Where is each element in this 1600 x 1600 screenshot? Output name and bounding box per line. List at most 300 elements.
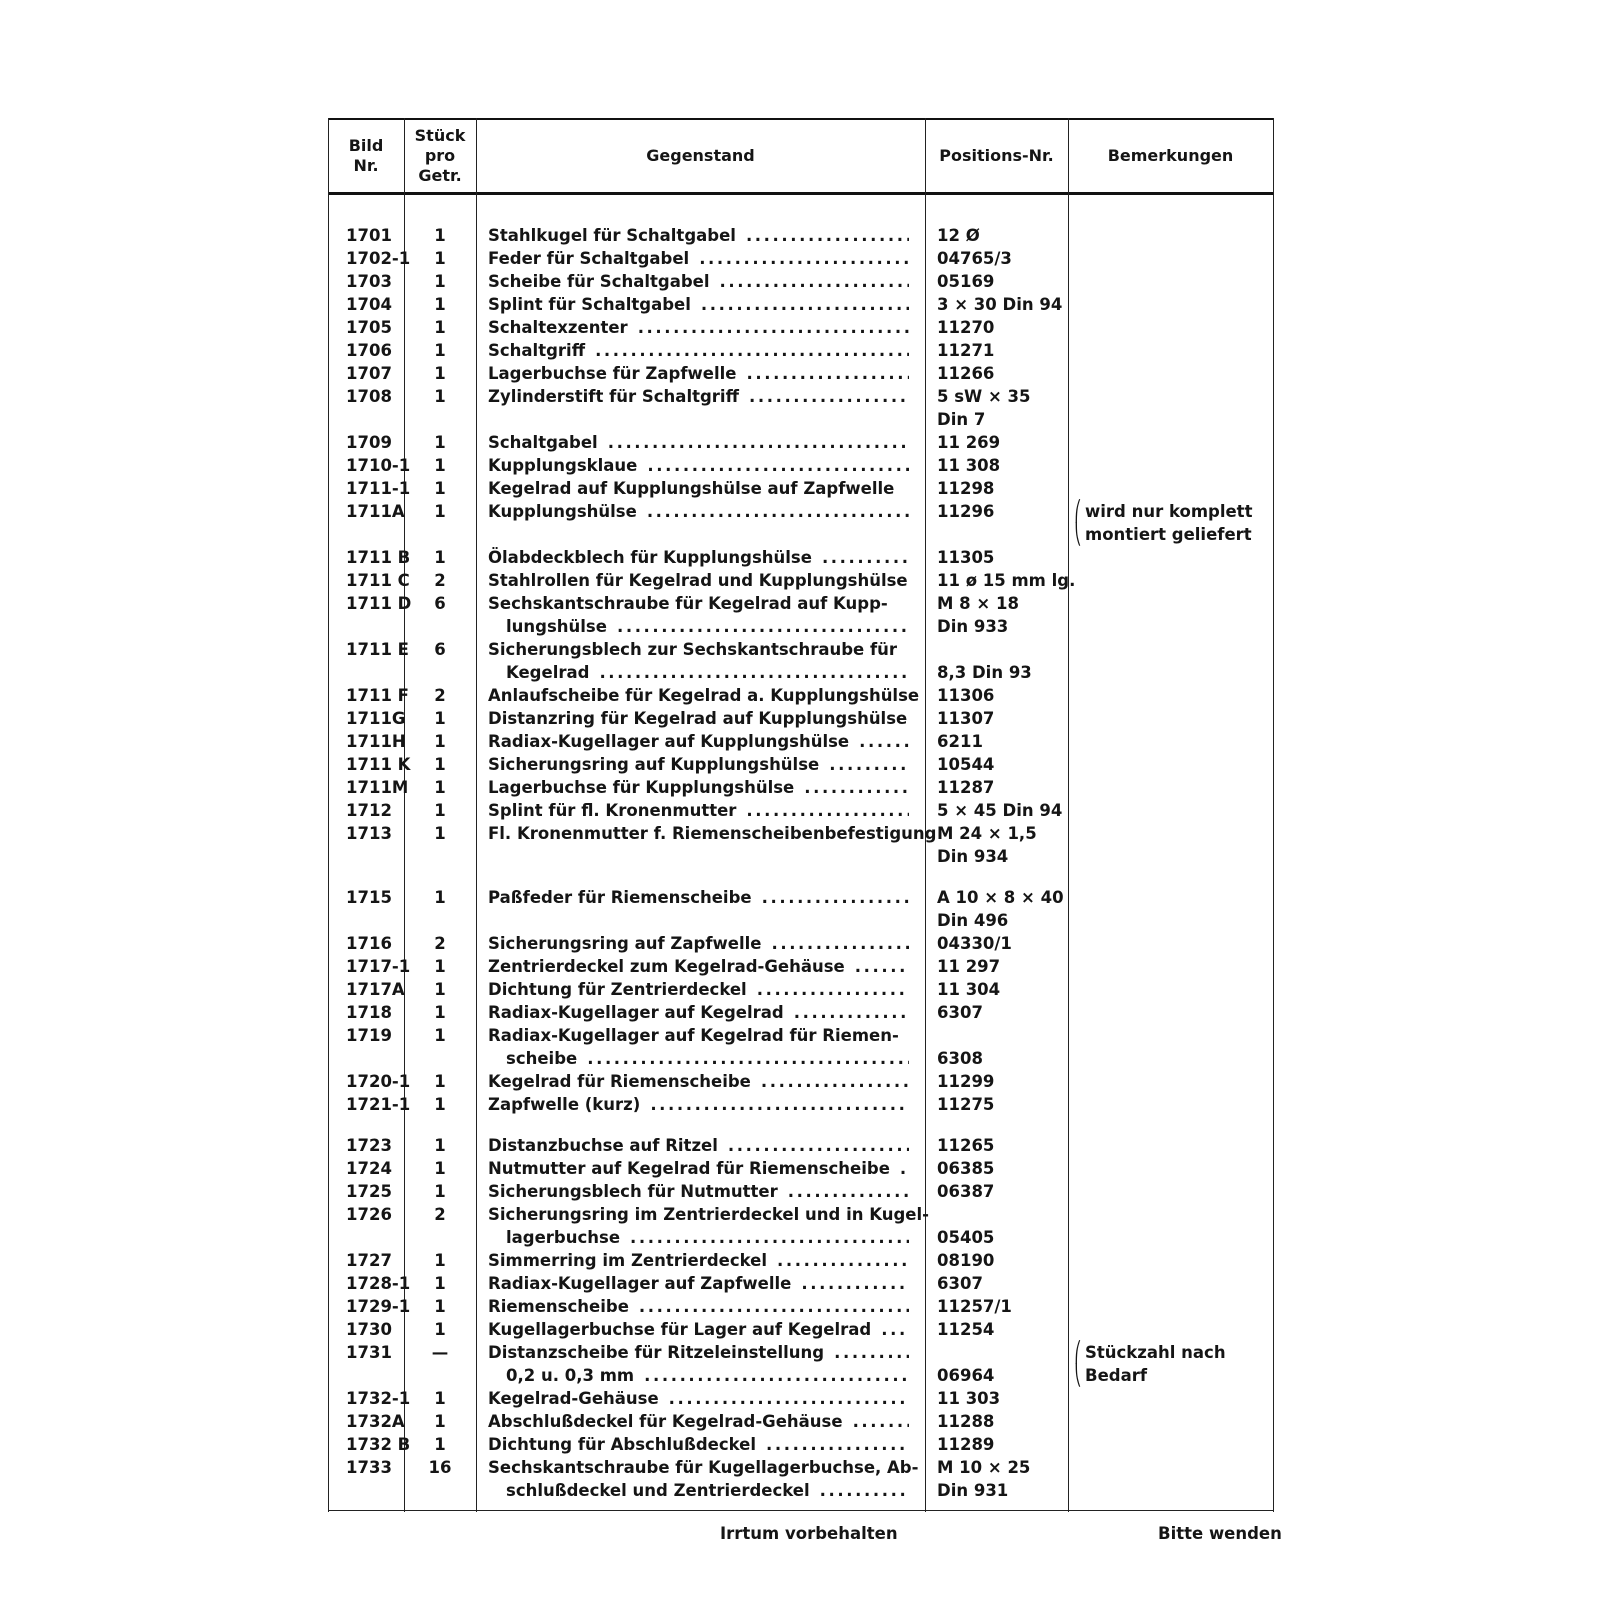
position-line: 11289: [937, 1435, 995, 1454]
cell-positions-nr: [937, 1318, 1075, 1341]
item-description: Kupplungshülse: [488, 502, 637, 521]
cell-gegenstand: [488, 1249, 909, 1272]
table-row: [328, 592, 1274, 638]
cell-gegenstand: [488, 638, 909, 684]
position-line: [937, 638, 1075, 661]
item-description: Sicherungsring auf Kupplungshülse: [488, 755, 820, 774]
cell-positions-nr: [937, 978, 1075, 1001]
item-description: Splint für Schaltgabel: [488, 295, 691, 314]
cell-stueck: 1: [434, 1026, 446, 1045]
cell-positions-nr: [937, 385, 1075, 431]
item-description: Distanzring für Kegelrad auf Kupplungshülse: [488, 709, 908, 728]
cell-gegenstand: [488, 1157, 909, 1180]
cell-stueck: 1: [434, 1412, 446, 1431]
cell-stueck: 1: [434, 272, 446, 291]
cell-stueck: 1: [434, 778, 446, 797]
cell-bild-nr: 1712: [346, 801, 392, 820]
cell-positions-nr: [937, 707, 1075, 730]
item-description: Distanzscheibe für Ritzeleinstellung: [488, 1343, 825, 1362]
cell-stueck: 1: [434, 1251, 446, 1270]
position-line: 5 × 45 Din 94: [937, 801, 1063, 820]
table-row: [328, 1180, 1274, 1203]
position-line: [937, 1024, 1075, 1047]
item-description: Zentrierdeckel zum Kegelrad-Gehäuse: [488, 957, 845, 976]
table-row: [328, 1249, 1274, 1272]
leader-dots: [859, 730, 909, 753]
item-description: Stahlrollen für Kegelrad und Kupplungshülse: [488, 571, 908, 590]
item-description: Zylinderstift für Schaltgriff: [488, 387, 739, 406]
item-description: Kegelrad: [506, 663, 590, 682]
leader-dots: [650, 1093, 909, 1116]
cell-bild-nr: 1705: [346, 318, 392, 337]
table-row: [328, 454, 1274, 477]
cell-positions-nr: [937, 569, 1075, 592]
cell-stueck: 2: [434, 571, 446, 590]
cell-gegenstand: [488, 293, 909, 316]
brace-mark: ⎛: [1074, 1340, 1082, 1364]
cell-stueck: 1: [434, 1072, 446, 1091]
cell-positions-nr: [937, 1024, 1075, 1070]
footer-turn-page: Bitte wenden: [1158, 1524, 1282, 1543]
position-line: 11288: [937, 1412, 995, 1431]
cell-stueck: 1: [434, 295, 446, 314]
position-line: M 8 × 18: [937, 594, 1019, 613]
cell-gegenstand: [488, 454, 909, 477]
item-description: Schaltgriff: [488, 341, 586, 360]
cell-stueck: 1: [434, 1320, 446, 1339]
cell-bild-nr: 1711 C: [346, 571, 410, 590]
cell-bild-nr: 1711 K: [346, 755, 411, 774]
cell-bild-nr: 1731: [346, 1343, 392, 1362]
item-description: Kegelrad auf Kupplungshülse auf Zapfwelle: [488, 479, 895, 498]
cell-gegenstand: [488, 822, 937, 845]
leader-dots: [720, 270, 909, 293]
cell-bild-nr: 1711 F: [346, 686, 409, 705]
cell-bild-nr: 1711A: [346, 502, 405, 521]
cell-stueck: 1: [434, 364, 446, 383]
position-line: 04330/1: [937, 934, 1012, 953]
header-gegenstand: Gegenstand: [646, 146, 755, 165]
cell-gegenstand: [488, 1387, 909, 1410]
item-description: Paßfeder für Riemenscheibe: [488, 888, 752, 907]
cell-gegenstand: [488, 955, 909, 978]
cell-positions-nr: [937, 932, 1075, 955]
cell-gegenstand: [488, 707, 909, 730]
cell-bild-nr: 1704: [346, 295, 392, 314]
leader-dots: [855, 955, 909, 978]
cell-gegenstand: [488, 316, 909, 339]
cell-bild-nr: 1715: [346, 888, 392, 907]
table-row: [328, 955, 1274, 978]
cell-gegenstand: [488, 1134, 909, 1157]
table-row: [328, 684, 1274, 707]
position-line: 04765/3: [937, 249, 1012, 268]
table-row: [328, 1433, 1274, 1456]
cell-gegenstand: [488, 247, 909, 270]
table-row: [328, 316, 1274, 339]
cell-positions-nr: [937, 477, 1075, 500]
cell-gegenstand: [488, 1456, 919, 1502]
cell-gegenstand: [488, 569, 909, 592]
cell-positions-nr: [937, 339, 1075, 362]
cell-bild-nr: 1732 B: [346, 1435, 411, 1454]
item-description: Dichtung für Abschlußdeckel: [488, 1435, 756, 1454]
remark-text: wird nur komplett: [1085, 502, 1253, 521]
item-description: 0,2 u. 0,3 mm: [506, 1366, 635, 1385]
cell-bild-nr: 1710-1: [346, 456, 411, 475]
cell-gegenstand: [488, 932, 909, 955]
table-row: [328, 1134, 1274, 1157]
cell-gegenstand: [488, 753, 909, 776]
item-description: Sicherungsring im Zentrierdeckel und in Kugel-: [488, 1205, 929, 1224]
item-description: Radiax-Kugellager auf Kegelrad für Riemen-: [488, 1026, 899, 1045]
position-line: 11254: [937, 1320, 995, 1339]
table-row: [328, 1093, 1274, 1116]
cell-bild-nr: 1706: [346, 341, 392, 360]
table-row: [328, 1070, 1274, 1093]
item-description: Ölabdeckblech für Kupplungshülse: [488, 548, 812, 567]
cell-positions-nr: [937, 1157, 1075, 1180]
cell-stueck: 1: [434, 1435, 446, 1454]
table-row: [328, 1295, 1274, 1318]
position-line: 11 308: [937, 456, 1001, 475]
cell-bild-nr: 1724: [346, 1159, 392, 1178]
cell-stueck: 1: [434, 1095, 446, 1114]
cell-bild-nr: 1725: [346, 1182, 392, 1201]
leader-dots: [853, 1410, 909, 1433]
position-line: 11 297: [937, 957, 1001, 976]
cell-positions-nr: [937, 822, 1075, 868]
cell-gegenstand: [488, 1001, 909, 1024]
item-description: Kugellagerbuchse für Lager auf Kegelrad: [488, 1320, 872, 1339]
cell-stueck: 16: [428, 1458, 452, 1477]
table-row: [328, 1024, 1274, 1070]
cell-positions-nr: [937, 224, 1075, 247]
cell-gegenstand: [488, 385, 909, 408]
leader-dots: [647, 454, 909, 477]
cell-gegenstand: [488, 477, 909, 500]
position-line: Din 7: [937, 410, 986, 429]
position-line: [937, 1203, 1075, 1226]
cell-positions-nr: [937, 1433, 1075, 1456]
table-row: [328, 776, 1274, 799]
cell-bild-nr: 1711G: [346, 709, 406, 728]
cell-bild-nr: 1717A: [346, 980, 405, 999]
position-line: 11299: [937, 1072, 995, 1091]
position-line: 10544: [937, 755, 995, 774]
cell-stueck: 6: [434, 594, 446, 613]
cell-bild-nr: 1732-1: [346, 1389, 411, 1408]
cell-positions-nr: [937, 293, 1075, 316]
remark-text: montiert geliefert: [1085, 525, 1252, 544]
cell-stueck: 1: [434, 249, 446, 268]
cell-bemerkungen: [1073, 1341, 1273, 1387]
cell-stueck: 1: [434, 1274, 446, 1293]
leader-dots: [587, 1047, 909, 1070]
item-description: Simmerring im Zentrierdeckel: [488, 1251, 768, 1270]
cell-positions-nr: [937, 1203, 1075, 1249]
cell-gegenstand: [488, 776, 909, 799]
cell-positions-nr: [937, 753, 1075, 776]
table-row: [328, 886, 1274, 932]
cell-bild-nr: 1711H: [346, 732, 406, 751]
item-description: Zapfwelle (kurz): [488, 1095, 641, 1114]
cell-gegenstand: [488, 224, 909, 247]
position-line: 11306: [937, 686, 995, 705]
cell-bild-nr: 1729-1: [346, 1297, 411, 1316]
brace-mark: ⎛: [1074, 499, 1082, 523]
position-line: 6307: [937, 1274, 983, 1293]
position-line: A 10 × 8 × 40: [937, 888, 1064, 907]
table-row: [328, 799, 1274, 822]
item-description: Splint für fl. Kronenmutter: [488, 801, 737, 820]
cell-gegenstand: [488, 1272, 909, 1295]
position-line: 12 Ø: [937, 226, 980, 245]
table-row: [328, 730, 1274, 753]
cell-bild-nr: 1726: [346, 1205, 392, 1224]
leader-dots: [639, 1295, 909, 1318]
item-description: Abschlußdeckel für Kegelrad-Gehäuse: [488, 1412, 843, 1431]
cell-positions-nr: [937, 1387, 1075, 1410]
item-description: Radiax-Kugellager auf Kegelrad: [488, 1003, 784, 1022]
header-bild: Bild Nr.: [348, 136, 384, 175]
footer-disclaimer: Irrtum vorbehalten: [720, 1524, 898, 1543]
table-bottom-rule: [328, 1510, 1274, 1511]
cell-positions-nr: [937, 500, 1075, 523]
table-row: [328, 753, 1274, 776]
cell-stueck: 1: [434, 341, 446, 360]
position-line: Din 934: [937, 847, 1009, 866]
cell-bild-nr: 1702-1: [346, 249, 411, 268]
cell-gegenstand: [488, 270, 909, 293]
leader-dots: [766, 1433, 909, 1456]
cell-stueck: 1: [434, 502, 446, 521]
item-description: Distanzbuchse auf Ritzel: [488, 1136, 718, 1155]
leader-dots: [900, 1157, 909, 1180]
cell-stueck: 1: [434, 433, 446, 452]
table-row: [328, 978, 1274, 1001]
cell-bild-nr: 1713: [346, 824, 392, 843]
cell-gegenstand: [488, 684, 920, 707]
cell-positions-nr: [937, 1001, 1075, 1024]
leader-dots: [757, 978, 909, 1001]
cell-stueck: 1: [434, 1389, 446, 1408]
cell-stueck: 2: [434, 686, 446, 705]
table-row: [328, 477, 1274, 500]
item-description: Sicherungsblech für Nutmutter: [488, 1182, 778, 1201]
cell-stueck: 1: [434, 1297, 446, 1316]
cell-bild-nr: 1709: [346, 433, 392, 452]
position-line: [937, 1341, 1075, 1364]
cell-positions-nr: [937, 1272, 1075, 1295]
table-row: [328, 431, 1274, 454]
table-row: [328, 270, 1274, 293]
leader-dots: [701, 293, 909, 316]
cell-gegenstand: [488, 730, 909, 753]
table-row: [328, 1272, 1274, 1295]
position-line: M 24 × 1,5: [937, 824, 1037, 843]
cell-positions-nr: [937, 431, 1075, 454]
cell-positions-nr: [937, 1456, 1075, 1502]
table-row: [328, 1001, 1274, 1024]
cell-gegenstand: [488, 1295, 909, 1318]
cell-positions-nr: [937, 1249, 1075, 1272]
table-row: [328, 1456, 1274, 1502]
leader-dots: [746, 224, 909, 247]
cell-stueck: 1: [434, 548, 446, 567]
cell-positions-nr: [937, 1070, 1075, 1093]
item-description: Lagerbuchse für Zapfwelle: [488, 364, 737, 383]
leader-dots: [881, 1318, 909, 1341]
cell-stueck: 1: [434, 226, 446, 245]
leader-dots: [761, 1070, 909, 1093]
cell-gegenstand: [488, 1024, 909, 1070]
cell-positions-nr: [937, 247, 1075, 270]
leader-dots: [749, 385, 909, 408]
item-description: lagerbuchse: [506, 1228, 621, 1247]
leader-dots: [599, 661, 909, 684]
cell-gegenstand: [488, 886, 909, 909]
position-line: 11 303: [937, 1389, 1001, 1408]
item-description: Anlaufscheibe für Kegelrad a. Kupplungshülse: [488, 686, 920, 705]
cell-stueck: 2: [434, 1205, 446, 1224]
item-description: Kegelrad-Gehäuse: [488, 1389, 659, 1408]
position-line: 11257/1: [937, 1297, 1012, 1316]
table-row: [328, 569, 1274, 592]
position-line: 11305: [937, 548, 995, 567]
item-description: Lagerbuchse für Kupplungshülse: [488, 778, 795, 797]
leader-dots: [822, 546, 909, 569]
table-row: [328, 546, 1274, 569]
position-line: 11275: [937, 1095, 995, 1114]
table-row: [328, 362, 1274, 385]
cell-gegenstand: [488, 1433, 909, 1456]
table-body: [328, 224, 1274, 1502]
cell-positions-nr: [937, 955, 1075, 978]
cell-stueck: 1: [434, 824, 446, 843]
cell-stueck: 1: [434, 888, 446, 907]
cell-positions-nr: [937, 592, 1075, 638]
cell-bild-nr: 1728-1: [346, 1274, 411, 1293]
cell-gegenstand: [488, 1341, 909, 1387]
position-line: 11 269: [937, 433, 1001, 452]
position-line: 11 304: [937, 980, 1001, 999]
position-line: 05169: [937, 272, 995, 291]
item-description: Dichtung für Zentrierdeckel: [488, 980, 747, 999]
cell-bild-nr: 1708: [346, 387, 392, 406]
cell-gegenstand: [488, 978, 909, 1001]
cell-gegenstand: [488, 1180, 909, 1203]
cell-positions-nr: [937, 638, 1075, 684]
cell-positions-nr: [937, 776, 1075, 799]
leader-dots: [762, 886, 909, 909]
cell-positions-nr: [937, 1134, 1075, 1157]
table-row: [328, 224, 1274, 247]
position-line: 05405: [937, 1228, 995, 1247]
cell-bild-nr: 1730: [346, 1320, 392, 1339]
cell-bemerkungen: [1073, 500, 1273, 546]
cell-positions-nr: [937, 886, 1075, 932]
item-description: Feder für Schaltgabel: [488, 249, 690, 268]
position-line: 11307: [937, 709, 995, 728]
position-line: 11287: [937, 778, 995, 797]
item-description: Radiax-Kugellager auf Zapfwelle: [488, 1274, 792, 1293]
position-line: 11270: [937, 318, 995, 337]
cell-positions-nr: [937, 1180, 1075, 1203]
cell-gegenstand: [488, 1093, 909, 1116]
position-line: Din 931: [937, 1481, 1009, 1500]
cell-stueck: 1: [434, 456, 446, 475]
cell-gegenstand: [488, 1203, 929, 1249]
position-line: 11298: [937, 479, 995, 498]
leader-dots: [788, 1180, 909, 1203]
position-line: 11271: [937, 341, 995, 360]
cell-stueck: 1: [434, 318, 446, 337]
leader-dots: [829, 753, 909, 776]
leader-dots: [644, 1364, 909, 1387]
item-description: Schaltexzenter: [488, 318, 628, 337]
cell-bild-nr: 1733: [346, 1458, 392, 1477]
table-row: [328, 247, 1274, 270]
cell-positions-nr: [937, 270, 1075, 293]
cell-stueck: 1: [434, 709, 446, 728]
position-line: 06385: [937, 1159, 995, 1178]
cell-bild-nr: 1711 E: [346, 640, 409, 659]
cell-bild-nr: 1701: [346, 226, 392, 245]
leader-dots: [630, 1226, 909, 1249]
cell-gegenstand: [488, 1410, 909, 1433]
table-row: [328, 385, 1274, 431]
cell-bild-nr: 1721-1: [346, 1095, 411, 1114]
item-description: scheibe: [506, 1049, 578, 1068]
cell-positions-nr: [937, 316, 1075, 339]
position-line: 11266: [937, 364, 995, 383]
cell-bild-nr: 1720-1: [346, 1072, 411, 1091]
item-description: Schaltgabel: [488, 433, 598, 452]
cell-gegenstand: [488, 592, 909, 638]
table-row: [328, 339, 1274, 362]
cell-bild-nr: 1727: [346, 1251, 392, 1270]
cell-bild-nr: 1717-1: [346, 957, 411, 976]
cell-stueck: 1: [434, 479, 446, 498]
cell-positions-nr: [937, 362, 1075, 385]
cell-gegenstand: [488, 339, 909, 362]
leader-dots: [608, 431, 909, 454]
leader-dots: [820, 1479, 909, 1502]
position-line: Din 933: [937, 617, 1009, 636]
position-line: 08190: [937, 1251, 995, 1270]
position-line: 3 × 30 Din 94: [937, 295, 1063, 314]
cell-gegenstand: [488, 431, 909, 454]
cell-stueck: 1: [434, 1003, 446, 1022]
cell-positions-nr: [937, 1410, 1075, 1433]
item-description: schlußdeckel und Zentrierdeckel: [506, 1481, 810, 1500]
cell-gegenstand: [488, 546, 909, 569]
item-description: lungshülse: [506, 617, 607, 636]
table-row: [328, 1318, 1274, 1341]
table-row: [328, 1387, 1274, 1410]
position-line: 11265: [937, 1136, 995, 1155]
table-row: [328, 1157, 1274, 1180]
cell-stueck: 1: [434, 387, 446, 406]
leader-dots: [595, 339, 909, 362]
header-stueck: Stück pro Getr.: [414, 126, 466, 185]
cell-positions-nr: [937, 546, 1075, 569]
leader-dots: [794, 1001, 909, 1024]
cell-stueck: 1: [434, 801, 446, 820]
item-description: Sechskantschraube für Kugellagerbuchse, Ab-: [488, 1458, 919, 1477]
table-row: [328, 293, 1274, 316]
